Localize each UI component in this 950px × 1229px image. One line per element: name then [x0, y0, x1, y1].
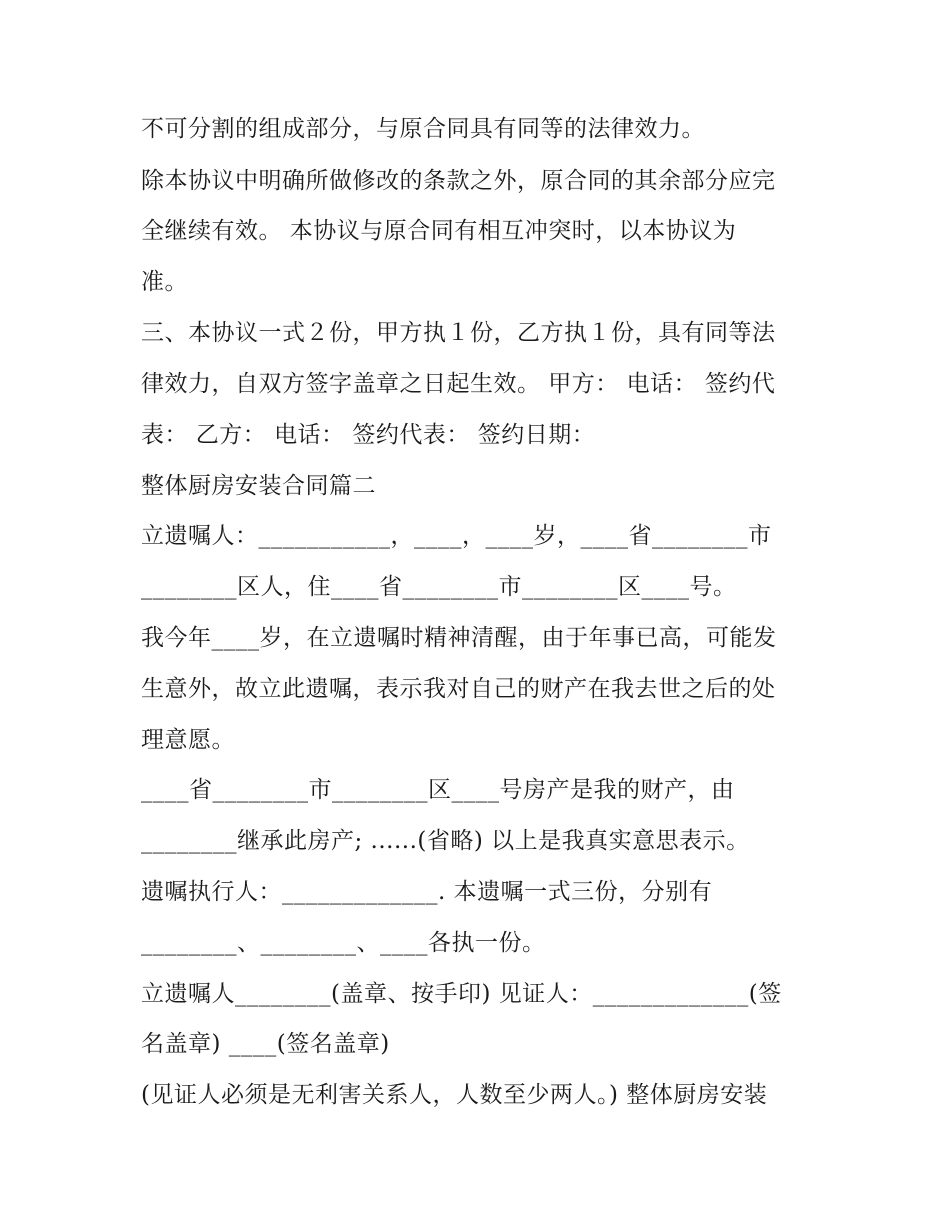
text-line: ________继承此房产; ......(省略) 以上是我真实意思表示。	[141, 828, 750, 854]
text-line: ________区人，住____省________市________区____号。	[141, 574, 737, 600]
text-line: 准。	[141, 269, 188, 295]
text-line: 生意外，故立此遗嘱，表示我对自己的财产在我去世之后的处	[141, 676, 776, 702]
text-line: ________、________、____各执一份。	[141, 930, 546, 956]
text-line: 表： 乙方： 电话： 签约代表： 签约日期：	[141, 422, 596, 448]
section-heading: 整体厨房安装合同篇二	[141, 473, 376, 499]
text-line: 律效力，自双方签字盖章之日起生效。 甲方： 电话： 签约代	[141, 371, 776, 397]
text-line: 理意愿。	[141, 727, 235, 753]
text-line: 立遗嘱人：___________，____，____岁，____省________市	[141, 523, 772, 549]
text-line: 遗嘱执行人：_____________. 本遗嘱一式三份，分别有	[141, 879, 713, 905]
text-line: 除本协议中明确所做修改的条款之外，原合同的其余部分应完	[141, 168, 776, 194]
text-line: 三、本协议一式２份，甲方执１份，乙方执１份，具有同等法	[141, 320, 776, 346]
text-line: 全继续有效。 本协议与原合同有相互冲突时，以本协议为	[141, 218, 737, 244]
text-line: 不可分割的组成部分，与原合同具有同等的法律效力。	[141, 116, 705, 142]
text-line: (见证人必须是无利害关系人，人数至少两人。) 整体厨房安装	[141, 1082, 768, 1108]
text-line: ____省________市________区____号房产是我的财产，由	[141, 777, 735, 803]
text-line: 我今年____岁，在立遗嘱时精神清醒，由于年事已高，可能发	[141, 625, 777, 651]
text-line: 名盖章) ____(签名盖章)	[141, 1031, 390, 1057]
text-line: 立遗嘱人________(盖章、按手印) 见证人：_____________(签	[141, 981, 782, 1007]
